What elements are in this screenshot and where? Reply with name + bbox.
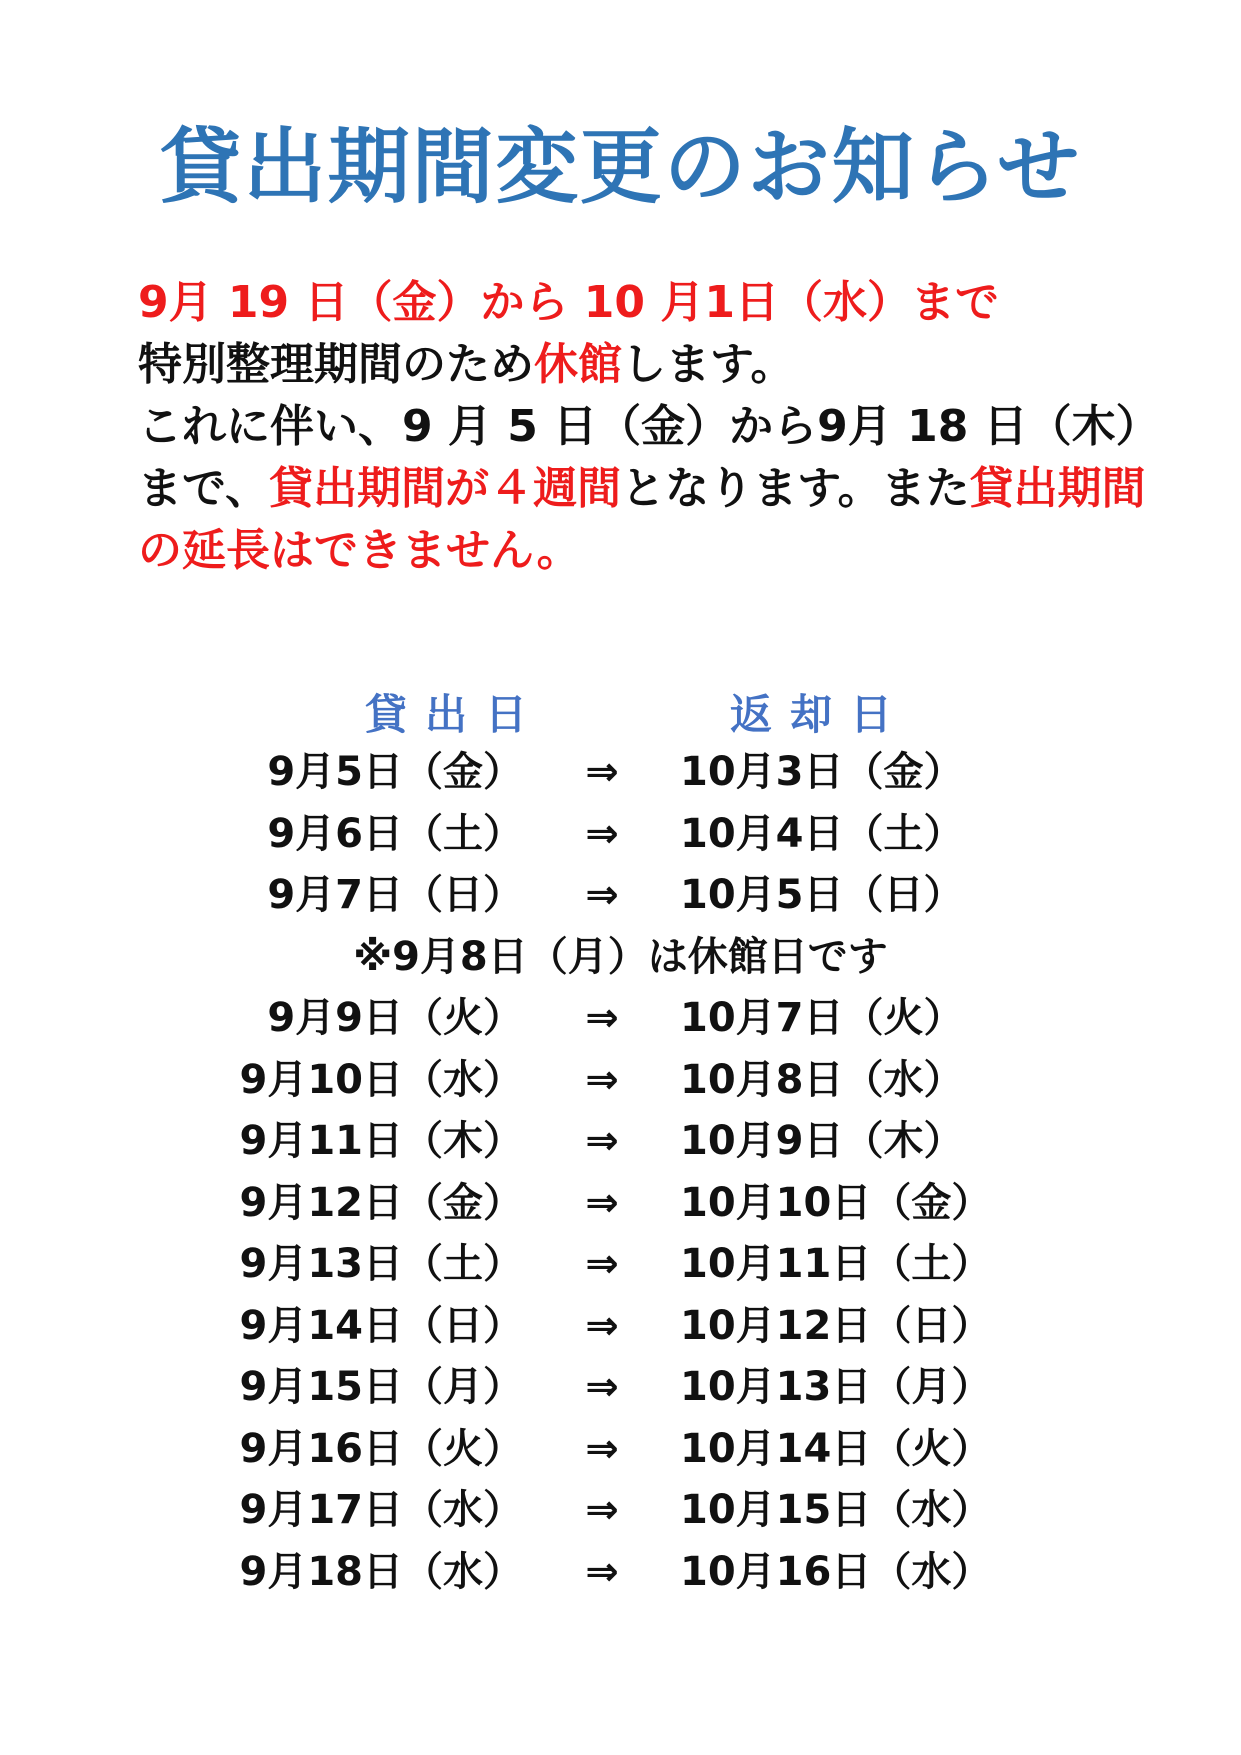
closure-highlight: 休館 xyxy=(534,339,622,390)
closure-period: 9月 19 日（金）から 10 月1日（水）まで xyxy=(138,277,999,328)
lend-date: 9月17日（水） xyxy=(239,1487,523,1533)
arrow-icon: ⇒ xyxy=(585,810,619,857)
loan-period-highlight: 貸出期間が４週間 xyxy=(269,463,622,514)
return-date: 10月10日（金） xyxy=(680,1179,992,1226)
return-date: 10月5日（日） xyxy=(680,872,964,918)
notice-text xyxy=(138,272,1198,582)
return-date: 10月16日（水） xyxy=(680,1548,992,1595)
return-date: 10月13日（月） xyxy=(680,1364,992,1410)
arrow-icon: ⇒ xyxy=(585,1056,619,1103)
table-row xyxy=(0,1296,1241,1358)
header-lend-date: 貸出日 xyxy=(365,690,546,739)
loan-period-prefix: まで、 xyxy=(138,463,270,514)
arrow-icon: ⇒ xyxy=(585,1487,619,1533)
closure-reason-text: 特別整理期間のため xyxy=(138,339,534,390)
arrow-icon: ⇒ xyxy=(585,1425,619,1472)
table-row xyxy=(0,1480,1241,1542)
return-date: 10月11日（土） xyxy=(680,1241,992,1287)
return-date: 10月7日（火） xyxy=(680,995,964,1041)
affected-period: これに伴い、9 月 5 日（金）から9月 18 日（木） xyxy=(138,401,1160,452)
arrow-icon: ⇒ xyxy=(585,1118,619,1164)
table-row xyxy=(0,1234,1241,1296)
lend-date: 9月7日（日） xyxy=(267,872,523,918)
arrow-icon: ⇒ xyxy=(585,1241,619,1287)
arrow-icon: ⇒ xyxy=(585,995,619,1041)
closed-day-note xyxy=(0,927,1241,989)
closure-reason xyxy=(138,334,1198,396)
arrow-icon: ⇒ xyxy=(585,872,619,918)
closure-reason-end: します。 xyxy=(622,339,795,390)
table-row xyxy=(0,804,1241,866)
lend-date: 9月16日（火） xyxy=(239,1425,523,1472)
table-row xyxy=(0,742,1241,804)
return-date: 10月3日（金） xyxy=(680,749,964,795)
return-date: 10月4日（土） xyxy=(680,810,964,857)
table-row xyxy=(0,1419,1241,1481)
return-date: 10月8日（水） xyxy=(680,1056,964,1103)
table-row xyxy=(0,1357,1241,1419)
arrow-icon: ⇒ xyxy=(585,1179,619,1226)
loan-period-change xyxy=(138,458,1198,520)
return-date: 10月14日（火） xyxy=(680,1425,992,1472)
lend-date: 9月11日（木） xyxy=(239,1118,523,1164)
return-date: 10月12日（日） xyxy=(680,1302,992,1349)
lend-date: 9月6日（土） xyxy=(267,810,523,857)
lend-date: 9月13日（土） xyxy=(239,1241,523,1287)
due-date-table xyxy=(0,676,1241,1603)
header-return-date: 返却日 xyxy=(730,690,911,739)
lend-date: 9月10日（水） xyxy=(239,1056,523,1103)
table-row xyxy=(0,865,1241,927)
loan-period-highlight-2: 貸出期間 xyxy=(969,463,1146,514)
table-row xyxy=(0,1173,1241,1235)
table-row xyxy=(0,1111,1241,1173)
no-extension-notice: の延長はできません。 xyxy=(138,525,581,576)
return-date: 10月15日（水） xyxy=(680,1487,992,1533)
lend-date: 9月18日（水） xyxy=(239,1548,523,1595)
arrow-icon: ⇒ xyxy=(585,1548,619,1595)
arrow-icon: ⇒ xyxy=(585,1302,619,1349)
arrow-icon: ⇒ xyxy=(585,749,619,795)
closed-day-note-text: ※9月8日（月）は休館日です xyxy=(353,933,888,980)
lend-date: 9月12日（金） xyxy=(239,1179,523,1226)
table-row xyxy=(0,1542,1241,1604)
table-row xyxy=(0,1050,1241,1112)
table-header xyxy=(0,676,1241,742)
table-row xyxy=(0,988,1241,1050)
arrow-icon: ⇒ xyxy=(585,1364,619,1410)
lend-date: 9月14日（日） xyxy=(239,1302,523,1349)
lend-date: 9月9日（火） xyxy=(267,995,523,1041)
lend-date: 9月5日（金） xyxy=(267,749,523,795)
page-title: 貸出期間変更のお知らせ xyxy=(159,120,1082,215)
table-rows xyxy=(0,742,1241,1603)
lend-date: 9月15日（月） xyxy=(239,1364,523,1410)
return-date: 10月9日（木） xyxy=(680,1118,964,1164)
loan-period-middle: となります。また xyxy=(621,463,970,514)
